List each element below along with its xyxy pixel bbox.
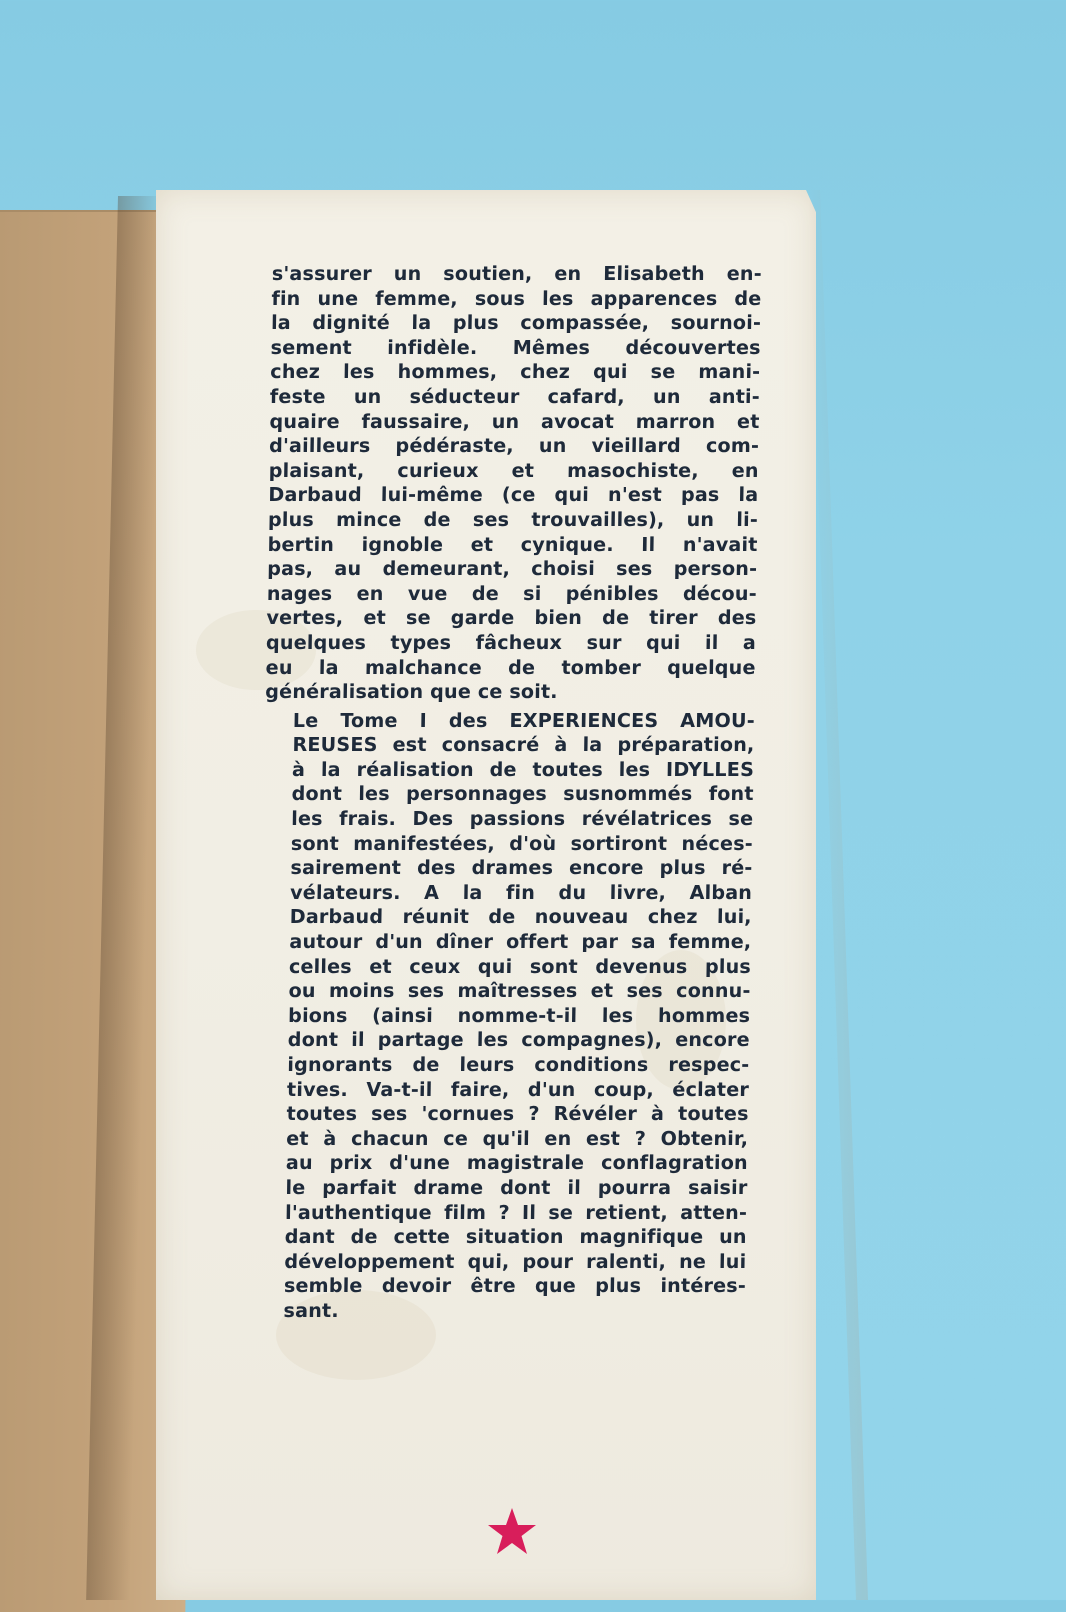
- text-line: sont manifestées, d'où sortiront néces-: [290, 831, 754, 855]
- text-line: toutes ses 'cornues ? Révéler à toutes: [286, 1102, 749, 1126]
- text-line: la dignité la plus compassée, sournoi-: [270, 311, 762, 335]
- text-line: dant de cette situation magnifique un: [284, 1225, 747, 1249]
- text-line: chez les hommes, chez qui se mani-: [270, 360, 761, 384]
- text-line: eu la malchance de tomber quelque: [265, 655, 756, 679]
- text-line: celles et ceux qui sont devenus plus: [288, 954, 752, 978]
- text-line: les frais. Des passions révélatrices se: [291, 807, 754, 831]
- star-shape: [486, 1506, 538, 1558]
- text-line: nages en vue de si pénibles décou-: [266, 581, 757, 605]
- text-line: bions (ainsi nomme-t-il les hommes: [287, 1003, 751, 1027]
- text-line: feste un séducteur cafard, un anti-: [269, 384, 761, 408]
- text-line: semble devoir être que plus intéres-: [283, 1274, 747, 1298]
- text-line: pas, au demeurant, choisi ses person-: [267, 557, 758, 581]
- text-line: s'assurer un soutien, en Elisabeth en-: [271, 262, 762, 285]
- text-line: Darbaud lui-même (ce qui n'est pas la: [268, 483, 759, 507]
- red-star-icon: [486, 1506, 538, 1558]
- paragraph-1: [265, 262, 762, 705]
- text-line: REUSES est consacré à la préparation,: [292, 733, 755, 757]
- text-line: Darbaud réunit de nouveau chez lui,: [289, 905, 752, 929]
- text-line: sairement des drames encore plus ré-: [290, 856, 753, 880]
- flap-text: [254, 262, 762, 1392]
- text-line: Le Tome I des EXPERIENCES AMOU-: [292, 708, 755, 732]
- text-line: développement qui, pour ralenti, ne lui: [284, 1249, 747, 1273]
- text-line: ignorants de leurs conditions respec-: [287, 1053, 750, 1076]
- text-line: l'authentique film ? Il se retient, atten-: [284, 1200, 748, 1224]
- text-line: le parfait drame dont il pourra saisir: [285, 1175, 748, 1199]
- text-line: à la réalisation de toutes les IDYLLES: [291, 757, 755, 781]
- text-line: sant.: [283, 1298, 339, 1322]
- text-line: vélateurs. A la fin du livre, Alban: [289, 880, 753, 904]
- flap-edge: [808, 190, 868, 1600]
- text-line: fin une femme, sous les apparences de: [271, 286, 762, 310]
- text-line: généralisation que ce soit.: [265, 680, 558, 704]
- text-line: quaire faussaire, un avocat marron et: [269, 409, 760, 433]
- text-line: sement infidèle. Mêmes découvertes: [270, 335, 761, 359]
- text-line: et à chacun ce qu'il en est ? Obtenir,: [286, 1126, 749, 1150]
- text-line: tives. Va-t-il faire, d'un coup, éclater: [286, 1077, 750, 1101]
- text-line: au prix d'une magistrale conflagration: [285, 1151, 749, 1175]
- paragraph-2: [255, 709, 755, 1324]
- text-line: dont les personnages susnommés font: [291, 782, 754, 806]
- text-line: ou moins ses maîtresses et ses connu-: [288, 979, 751, 1003]
- text-line: bertin ignoble et cynique. Il n'avait: [267, 532, 758, 556]
- text-line: quelques types fâcheux sur qui il a: [265, 630, 757, 654]
- text-line: dont il partage les compagnes), encore: [287, 1028, 750, 1052]
- text-line: plaisant, curieux et masochiste, en: [268, 458, 759, 482]
- text-line: vertes, et se garde bien de tirer des: [266, 606, 757, 630]
- text-line: autour d'un dîner offert par sa femme,: [289, 930, 752, 954]
- text-line: d'ailleurs pédéraste, un vieillard com-: [268, 434, 760, 458]
- text-line: plus mince de ses trouvailles), un li-: [267, 507, 759, 531]
